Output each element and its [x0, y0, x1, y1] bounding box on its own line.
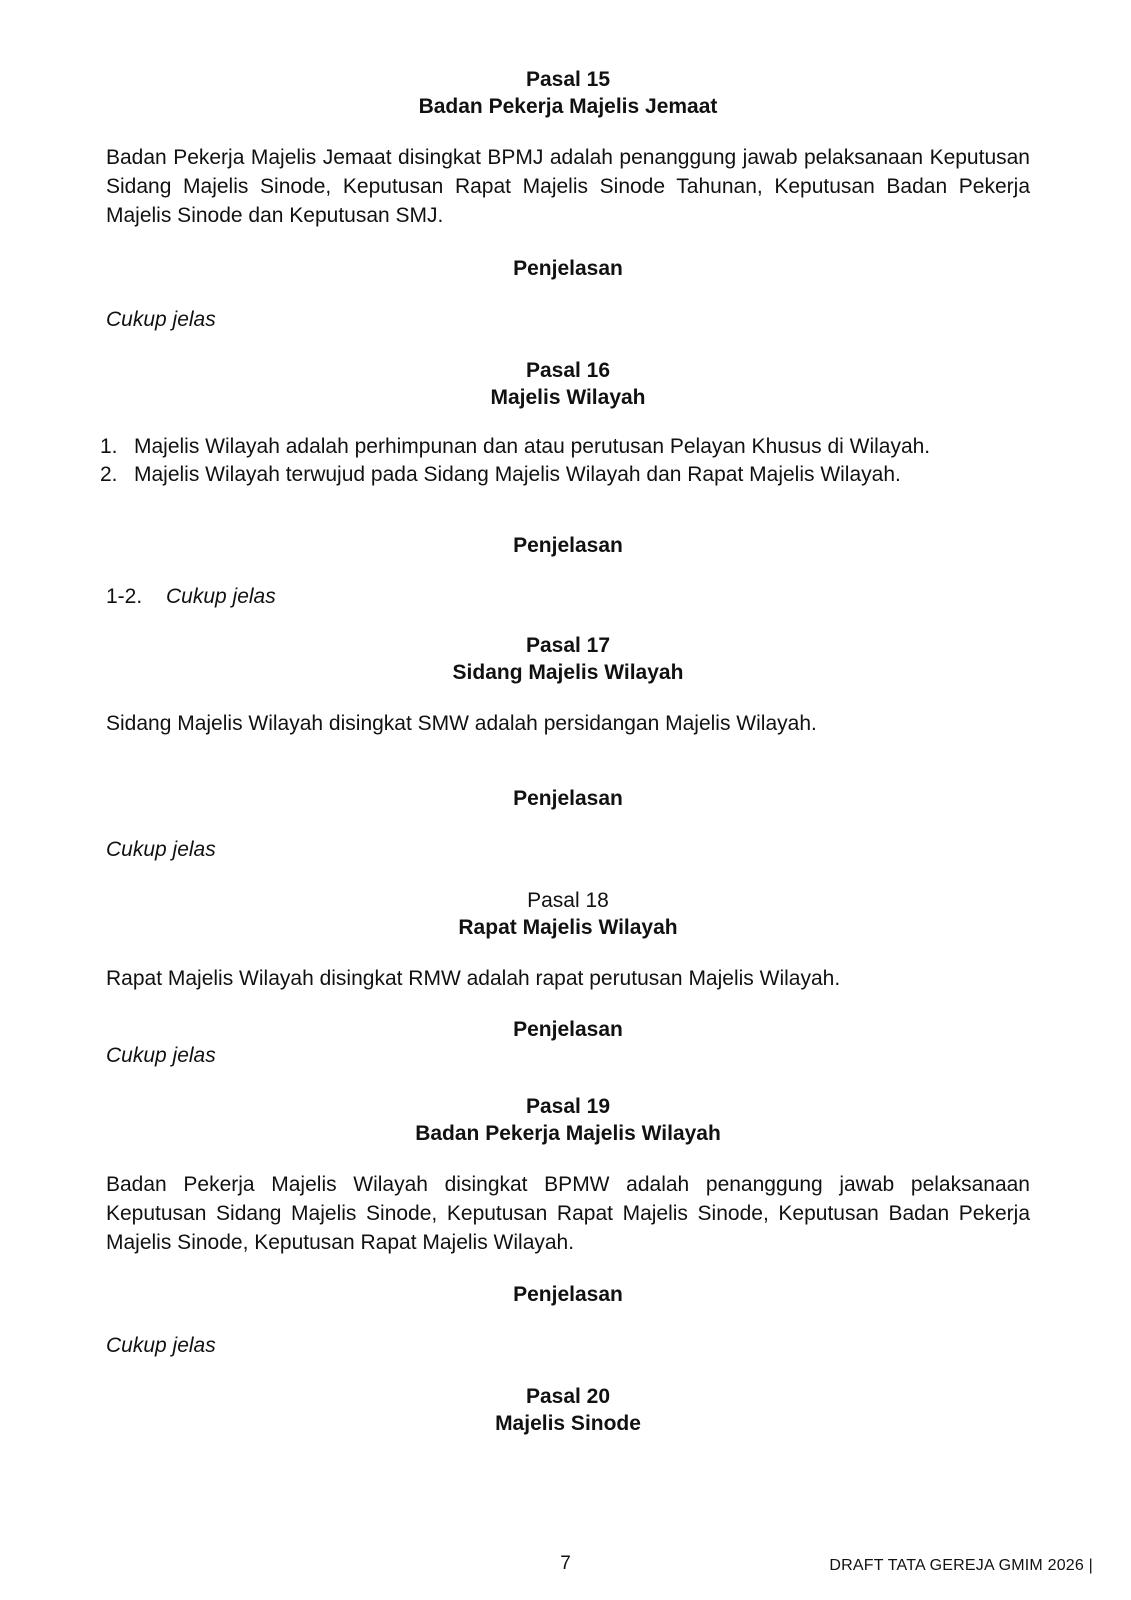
list-item-text: Majelis Wilayah terwujud pada Sidang Majelis Wilayah dan Rapat Majelis Wilayah. [134, 463, 901, 486]
explanation-text: Cukup jelas [166, 585, 276, 608]
pasal-17-body: Sidang Majelis Wilayah disingkat SMW adalah persidangan Majelis Wilayah. [106, 712, 817, 735]
pasal-15-body: Badan Pekerja Majelis Jemaat disingkat BPMJ adalah penanggung jawab pelaksanaan Keputusan Sidang Majelis Sinode, Keputusan Rapat Majelis Sinode Tahunan, Keputusan Badan Pekerja Majelis Sinode dan Keputusan SMJ. [106, 146, 1030, 227]
page-number: 7 [560, 1553, 571, 1574]
pasal-number: Pasal 20 [525, 1385, 611, 1408]
pasal-15-heading [106, 66, 1030, 120]
list-item-number: 1. [100, 435, 118, 458]
pasal-16-heading [106, 357, 1030, 411]
pasal-15-explanation-text: Cukup jelas [106, 308, 216, 331]
pasal-title: Majelis Sinode [495, 1412, 641, 1435]
pasal-19-explanation-text: Cukup jelas [106, 1334, 216, 1357]
pasal-17-explanation-heading: Penjelasan [513, 787, 623, 810]
pasal-number: Pasal 15 [525, 68, 611, 91]
pasal-18-body: Rapat Majelis Wilayah disingkat RMW adalah rapat perutusan Majelis Wilayah. [106, 967, 841, 990]
pasal-16-list [100, 433, 1030, 489]
pasal-title: Badan Pekerja Majelis Wilayah [415, 1122, 721, 1145]
pasal-15-explanation-heading: Penjelasan [513, 257, 623, 280]
list-item-number: 2. [100, 463, 118, 486]
pasal-title: Sidang Majelis Wilayah [452, 661, 684, 684]
document-label: DRAFT TATA GEREJA GMIM 2026 | [829, 1557, 1093, 1574]
pasal-number: Pasal 19 [525, 1095, 611, 1118]
pasal-17-heading [106, 632, 1030, 686]
pasal-17-explanation-text: Cukup jelas [106, 838, 216, 861]
pasal-20-heading [106, 1383, 1030, 1437]
pasal-18-explanation-text: Cukup jelas [106, 1044, 216, 1067]
pasal-title: Badan Pekerja Majelis Jemaat [418, 95, 718, 118]
pasal-18-heading [106, 887, 1030, 941]
pasal-18-explanation-heading: Penjelasan [513, 1018, 623, 1041]
pasal-number: Pasal 17 [525, 634, 611, 657]
pasal-number: Pasal 16 [525, 359, 611, 382]
pasal-title: Majelis Wilayah [490, 386, 646, 409]
list-item-text: Majelis Wilayah adalah perhimpunan dan atau perutusan Pelayan Khusus di Wilayah. [134, 435, 931, 458]
pasal-19-body: Badan Pekerja Majelis Wilayah disingkat BPMW adalah penanggung jawab pelaksanaan Keputusan Sidang Majelis Sinode, Keputusan Rapat Majelis Sinode, Keputusan Badan Pekerja Majelis Sinode, Keputusan Rapat Majelis Wilayah. [106, 1173, 1030, 1254]
pasal-number: Pasal 18 [527, 889, 609, 912]
pasal-16-explanation [106, 582, 1030, 611]
list-item [100, 461, 1030, 489]
pasal-16-explanation-heading: Penjelasan [513, 534, 623, 557]
list-item [100, 433, 1030, 461]
explanation-range: 1-2. [106, 585, 143, 608]
pasal-19-heading [106, 1093, 1030, 1147]
pasal-19-explanation-heading: Penjelasan [513, 1283, 623, 1306]
pasal-title: Rapat Majelis Wilayah [458, 916, 678, 939]
